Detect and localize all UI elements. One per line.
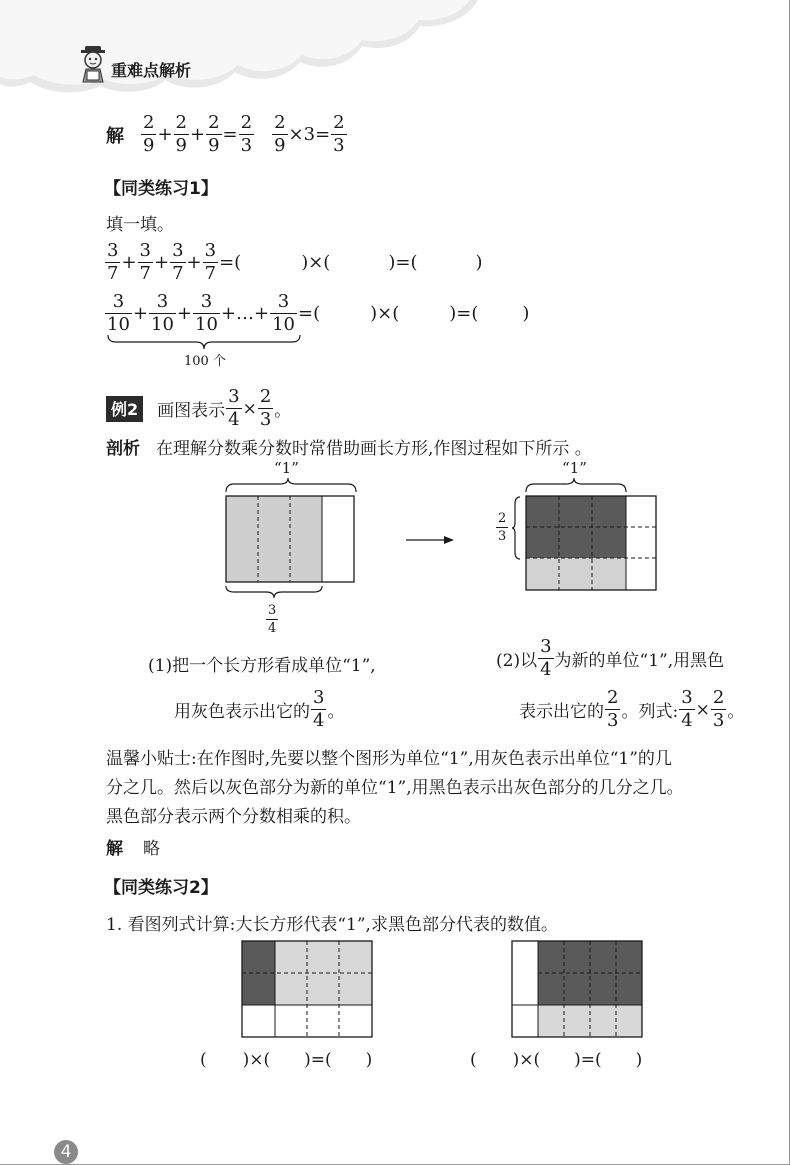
fraction: $\frac{3}{4}$ [540,636,552,680]
unit-label-left: “1” [274,459,299,477]
figure-right [520,476,662,598]
fraction: $\frac{2}{3}$ [259,386,272,430]
tip-line2: 分之几。然后以灰色部分为新的单位“1”,用黑色表示出灰色部分的几分之几。 [106,778,684,798]
example-badge: 例2 [106,396,143,422]
fraction: $\frac{3}{7}$ [204,240,217,284]
fraction: $\frac{2}{3}$ [712,687,725,731]
fraction: $\frac{2}{9}$ [274,112,286,156]
times: × [242,398,257,419]
fraction: $\frac{3}{7}$ [172,240,184,284]
example2-text: 画图表示 [157,401,226,421]
times-three: ×3= [288,124,331,145]
fraction-two-thirds: 2 3 [498,511,507,544]
blank-open: =( [219,252,242,273]
practice-figure-right [510,939,644,1041]
blank-close: ) [475,252,483,273]
solution1-line [106,114,348,155]
fraction: $\frac{3}{10}$ [107,291,130,335]
plus: + [176,303,192,324]
caption-right-line2: 表示出它的 $\frac{2}{3}$ 。列式: $\frac{3}{4}$ × $\frac{2}{3}$ 。 [519,687,745,731]
caption-left-line2: 用灰色表示出它的 $\frac{3}{4}$ 。 [174,687,345,731]
blank-open: =( [297,303,321,324]
fraction: $\frac{3}{4}$ [681,687,693,731]
unit-label-right: “1” [562,459,587,477]
plus: + [154,252,170,273]
caption-left-line1: (1)把一个长方形看成单位“1”, [148,656,376,676]
solution1-label: 解 [106,125,124,147]
fraction: $\frac{3}{10}$ [272,291,295,335]
brace-label: 100 个 [184,354,226,369]
equals: = [222,124,238,145]
blank-close: ) [522,303,530,324]
practice2-heading: 【同类练习2】 [104,878,218,898]
solution2-text: 略 [143,839,160,859]
fraction: $\frac{3}{7}$ [107,240,119,284]
practice1-heading: 【同类练习1】 [104,179,218,199]
fraction: $\frac{3}{10}$ [195,291,218,335]
fraction: $\frac{2}{9}$ [208,112,220,156]
answer-row-left: ( )×( )=( ) [200,1050,373,1070]
practice1-line1 [104,242,483,283]
plus: + [121,252,137,273]
figure-left [222,476,362,636]
blank-equals: )=( [388,252,418,273]
fraction: $\frac{3}{10}$ [151,291,174,335]
scholar-mascot-icon [78,44,108,84]
plus: + [190,124,206,145]
left-brace [512,496,522,560]
fraction: $\frac{2}{9}$ [175,112,187,156]
answer-row-right: ( )×( )=( ) [470,1050,643,1070]
tip-label: 温馨小贴士: [106,749,197,769]
blank-equals: )=( [449,303,479,324]
ellipsis: +…+ [220,303,270,324]
fraction: $\frac{2}{3}$ [607,687,619,731]
plus: + [186,252,202,273]
practice-figure-left [240,939,374,1041]
analysis-line [106,434,592,459]
fraction: $\frac{2}{3}$ [240,112,253,156]
fraction: $\frac{3}{4}$ [313,687,325,731]
example2-line: 例2 画图表示 $\frac{3}{4}$ × $\frac{2}{3}$ 。 [106,388,291,429]
tip-line3: 黑色部分表示两个分数相乘的积。 [106,807,361,827]
plus: + [132,303,148,324]
practice2-question: 1. 看图列式计算:大长方形代表“1”,求黑色部分代表的数值。 [106,915,558,935]
blank-times: )×( [301,252,331,273]
page-number: 4 [54,1140,78,1164]
blank-times: )×( [370,303,400,324]
solution2-line [106,834,160,859]
practice1-line2 [104,293,529,334]
arrow-right-icon [404,533,456,547]
practice1-instruction: 填一填。 [106,215,174,235]
plus: + [157,124,173,145]
header-title: 重难点解析 [111,61,192,80]
tip-line1: 温馨小贴士:在作图时,先要以整个图形为单位“1”,用灰色表示出单位“1”的几 [106,749,672,769]
caption-right-line1: (2)以 $\frac{3}{4}$ 为新的单位“1”,用黑色 [496,636,725,680]
underbrace [106,334,302,350]
fraction-three-quarters: 3 4 [268,603,277,636]
fraction: $\frac{2}{9}$ [143,112,155,156]
fraction: $\frac{3}{4}$ [228,386,240,430]
fraction: $\frac{3}{7}$ [139,240,151,284]
analysis-label: 剖析 [106,439,140,459]
solution2-label: 解 [106,839,123,859]
fraction: $\frac{2}{3}$ [333,112,345,156]
analysis-text: 在理解分数乘分数时常借助画长方形,作图过程如下所示 。 [156,439,592,459]
